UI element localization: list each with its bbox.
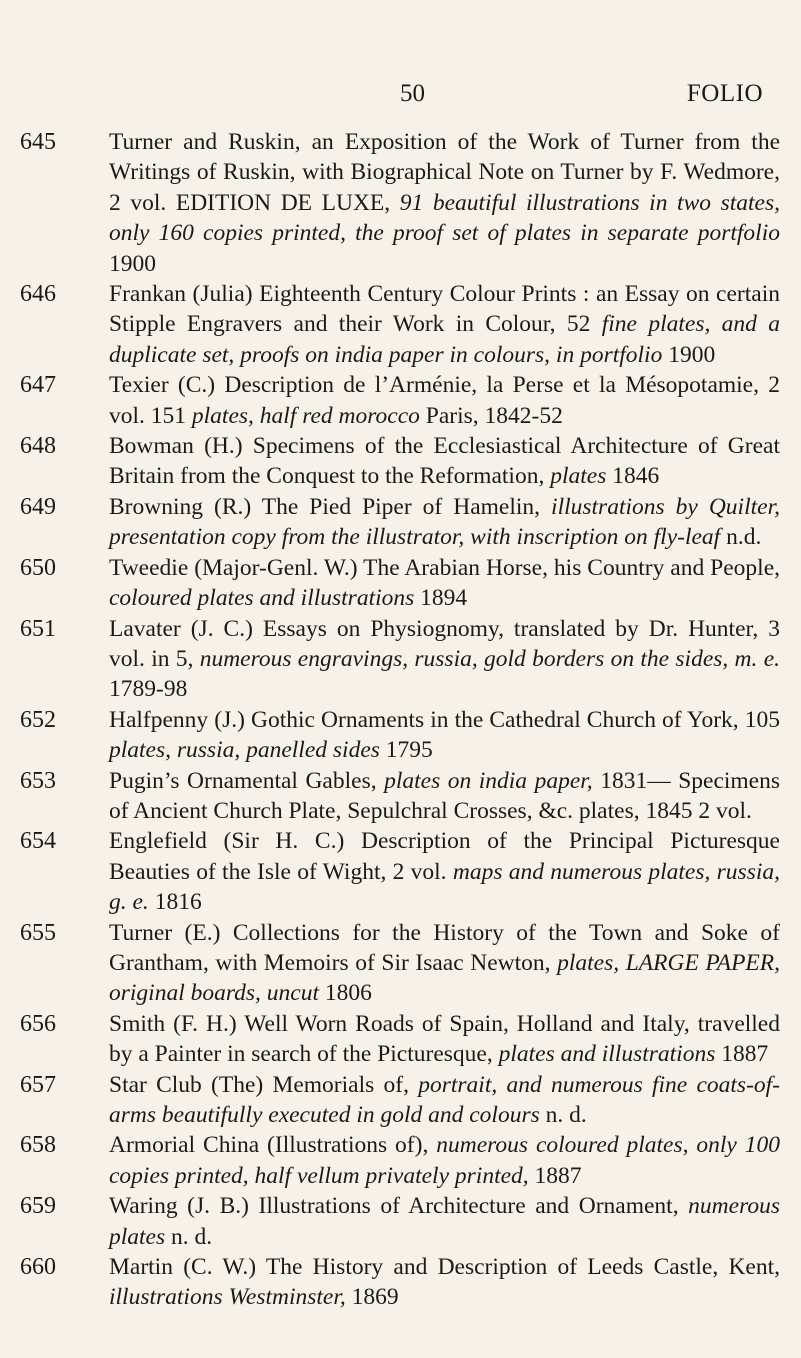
page-header	[0, 80, 801, 110]
catalogue-entry	[20, 1070, 780, 1131]
entry-text	[109, 1191, 780, 1252]
entry-text	[109, 766, 780, 827]
entry-title: Englefield (Sir H. C.) Description of the Principal Picturesque Beauties of the Isle of Wight, 2 vol.	[109, 828, 780, 885]
entry-date: 1900	[109, 250, 156, 277]
entry-text	[109, 370, 780, 431]
lot-number: 651	[20, 615, 56, 642]
entry-title: Texier (C.) Description de l’Arménie, la Perse et la Mésopotamie, 2 vol. 151	[109, 372, 780, 429]
entry-description: plates, LARGE PAPER, original boards, uncut	[109, 949, 781, 1007]
catalogue-entry	[20, 370, 780, 431]
entry-description: plates, half red morocco	[191, 402, 420, 429]
entry-title: Browning (R.) The Pied Piper of Hamelin,	[109, 493, 541, 520]
entry-date: Paris, 1842-52	[425, 402, 563, 429]
entry-date: 1789-98	[109, 676, 188, 703]
lot-number: 648	[20, 433, 56, 460]
entry-text	[109, 492, 780, 553]
entry-description: plates	[550, 463, 607, 490]
entry-title: Armorial China (Illustrations of),	[109, 1132, 429, 1159]
catalogue-entry	[20, 918, 780, 1009]
entry-date: n. d.	[545, 1102, 587, 1128]
catalogue-entry	[20, 1130, 780, 1191]
entry-text	[109, 918, 780, 1009]
entry-description: plates, russia, panelled sides	[109, 737, 380, 764]
entry-date: 1846	[612, 463, 660, 490]
entry-description: maps and numerous plates, russia, g. e.	[109, 858, 780, 916]
entry-title: Waring (J. B.) Illustrations of Architecture and Ornament,	[109, 1193, 679, 1220]
entry-title: Halfpenny (J.) Gothic Ornaments in the Cathedral Church of York, 105	[109, 706, 780, 733]
lot-number: 645	[20, 129, 56, 155]
entry-text	[109, 1070, 780, 1131]
entry-description: illustrations Westminster,	[109, 1284, 346, 1311]
entry-date: 1887	[534, 1162, 582, 1189]
entry-title: Pugin’s Ornamental Gables,	[109, 767, 377, 794]
entry-text	[109, 1130, 780, 1191]
entry-text	[109, 826, 780, 917]
catalogue-entry	[20, 826, 780, 917]
entry-date: n.d.	[726, 524, 762, 551]
entry-text	[109, 1009, 780, 1070]
entry-description: plates and illustrations	[498, 1041, 716, 1068]
entry-date: 1831— Specimens of Ancient Church Plate, Sepulchral Crosses, &c. plates, 1845 2 vol.	[109, 767, 781, 824]
lot-number: 656	[20, 1010, 56, 1037]
entry-text	[109, 553, 780, 614]
entry-date: 1900	[668, 341, 716, 368]
catalogue-entry	[20, 127, 780, 279]
catalogue-entry	[20, 553, 780, 614]
entry-date: n. d.	[171, 1223, 213, 1250]
catalogue-entry	[20, 1252, 780, 1313]
entry-date: 1806	[324, 980, 372, 1007]
entry-title: Frankan (Julia) Eighteenth Century Colour Prints : an Essay on certain Stipple Engravers and their Work in Colour, 52	[109, 281, 780, 338]
entry-date: 1795	[385, 737, 433, 764]
entry-description: 91 beautiful illustrations in two states, only 160 copies printed, the proof set of plates in separate portfolio	[109, 189, 781, 247]
entry-date: 1887	[721, 1041, 769, 1068]
lot-number: 659	[20, 1193, 56, 1220]
catalogue-entries	[20, 127, 780, 1313]
entry-text	[109, 705, 780, 766]
entry-description: numerous plates	[109, 1193, 780, 1250]
entry-title: Star Club (The) Memorials of,	[109, 1071, 409, 1098]
entry-date: 1894	[420, 585, 468, 612]
entry-description: portrait, and numerous fine coats-of-arms beautifully executed in gold and colours	[109, 1071, 781, 1128]
lot-number: 658	[20, 1132, 56, 1159]
catalogue-entry	[20, 766, 780, 827]
lot-number: 660	[20, 1254, 56, 1281]
catalogue-entry	[20, 1009, 780, 1070]
entry-description: coloured plates and illustrations	[109, 585, 415, 612]
entry-description: fine plates, and a duplicate set, proofs on india paper in colours, in portfolio	[109, 311, 781, 368]
catalogue-entry	[20, 705, 780, 766]
lot-number: 649	[20, 493, 56, 520]
entry-title: Turner (E.) Collections for the History of the Town and Soke of Grantham, with Memoirs of Sir Isaac Newton,	[109, 919, 780, 976]
lot-number: 655	[20, 919, 56, 946]
entry-text	[109, 127, 780, 279]
catalogue-entry	[20, 492, 780, 553]
entry-description: numerous coloured plates, only 100 copies printed, half vellum privately printed,	[109, 1132, 781, 1189]
entry-title: Tweedie (Major-Genl. W.) The Arabian Horse, his Country and People,	[109, 554, 780, 581]
catalogue-entry	[20, 279, 780, 370]
entry-title: Turner and Ruskin, an Exposition of the Work of Turner from the Writings of Ruskin, with Biographical Note on Turner by F. Wedmore, 2 vol. EDITION DE LUXE,	[109, 129, 780, 216]
lot-number: 647	[20, 372, 56, 399]
lot-number: 657	[20, 1071, 56, 1098]
entry-date: 1816	[154, 889, 202, 916]
entry-text	[109, 431, 780, 492]
entry-title: Martin (C. W.) The History and Description of Leeds Castle, Kent,	[109, 1254, 780, 1281]
entry-title: Smith (F. H.) Well Worn Roads of Spain, Holland and Italy, travelled by a Painter in search of the Picturesque,	[109, 1010, 780, 1068]
catalogue-entry	[20, 431, 780, 492]
entry-text	[109, 279, 780, 370]
entry-description: illustrations by Quilter, presentation copy from the illustrator, with inscription on fly-leaf	[109, 493, 780, 551]
entry-title: Bowman (H.) Specimens of the Ecclesiastical Architecture of Great Britain from the Conquest to the Reformation,	[109, 433, 780, 490]
section-label: FOLIO	[686, 80, 763, 107]
lot-number: 646	[20, 281, 56, 308]
lot-number: 652	[20, 706, 56, 733]
lot-number: 653	[20, 767, 56, 794]
catalogue-entry	[20, 1191, 780, 1252]
entry-description: numerous engravings, russia, gold borders on the sides, m. e.	[199, 645, 781, 672]
page-number: 50	[400, 80, 425, 107]
lot-number: 650	[20, 554, 56, 581]
entry-title: Lavater (J. C.) Essays on Physiognomy, translated by Dr. Hunter, 3 vol. in 5,	[109, 615, 780, 672]
entry-text	[109, 1252, 780, 1313]
lot-number: 654	[20, 828, 56, 855]
entry-date: 1869	[351, 1284, 399, 1311]
catalogue-entry	[20, 614, 780, 705]
entry-description: plates on india paper,	[384, 767, 593, 794]
entry-text	[109, 614, 780, 705]
